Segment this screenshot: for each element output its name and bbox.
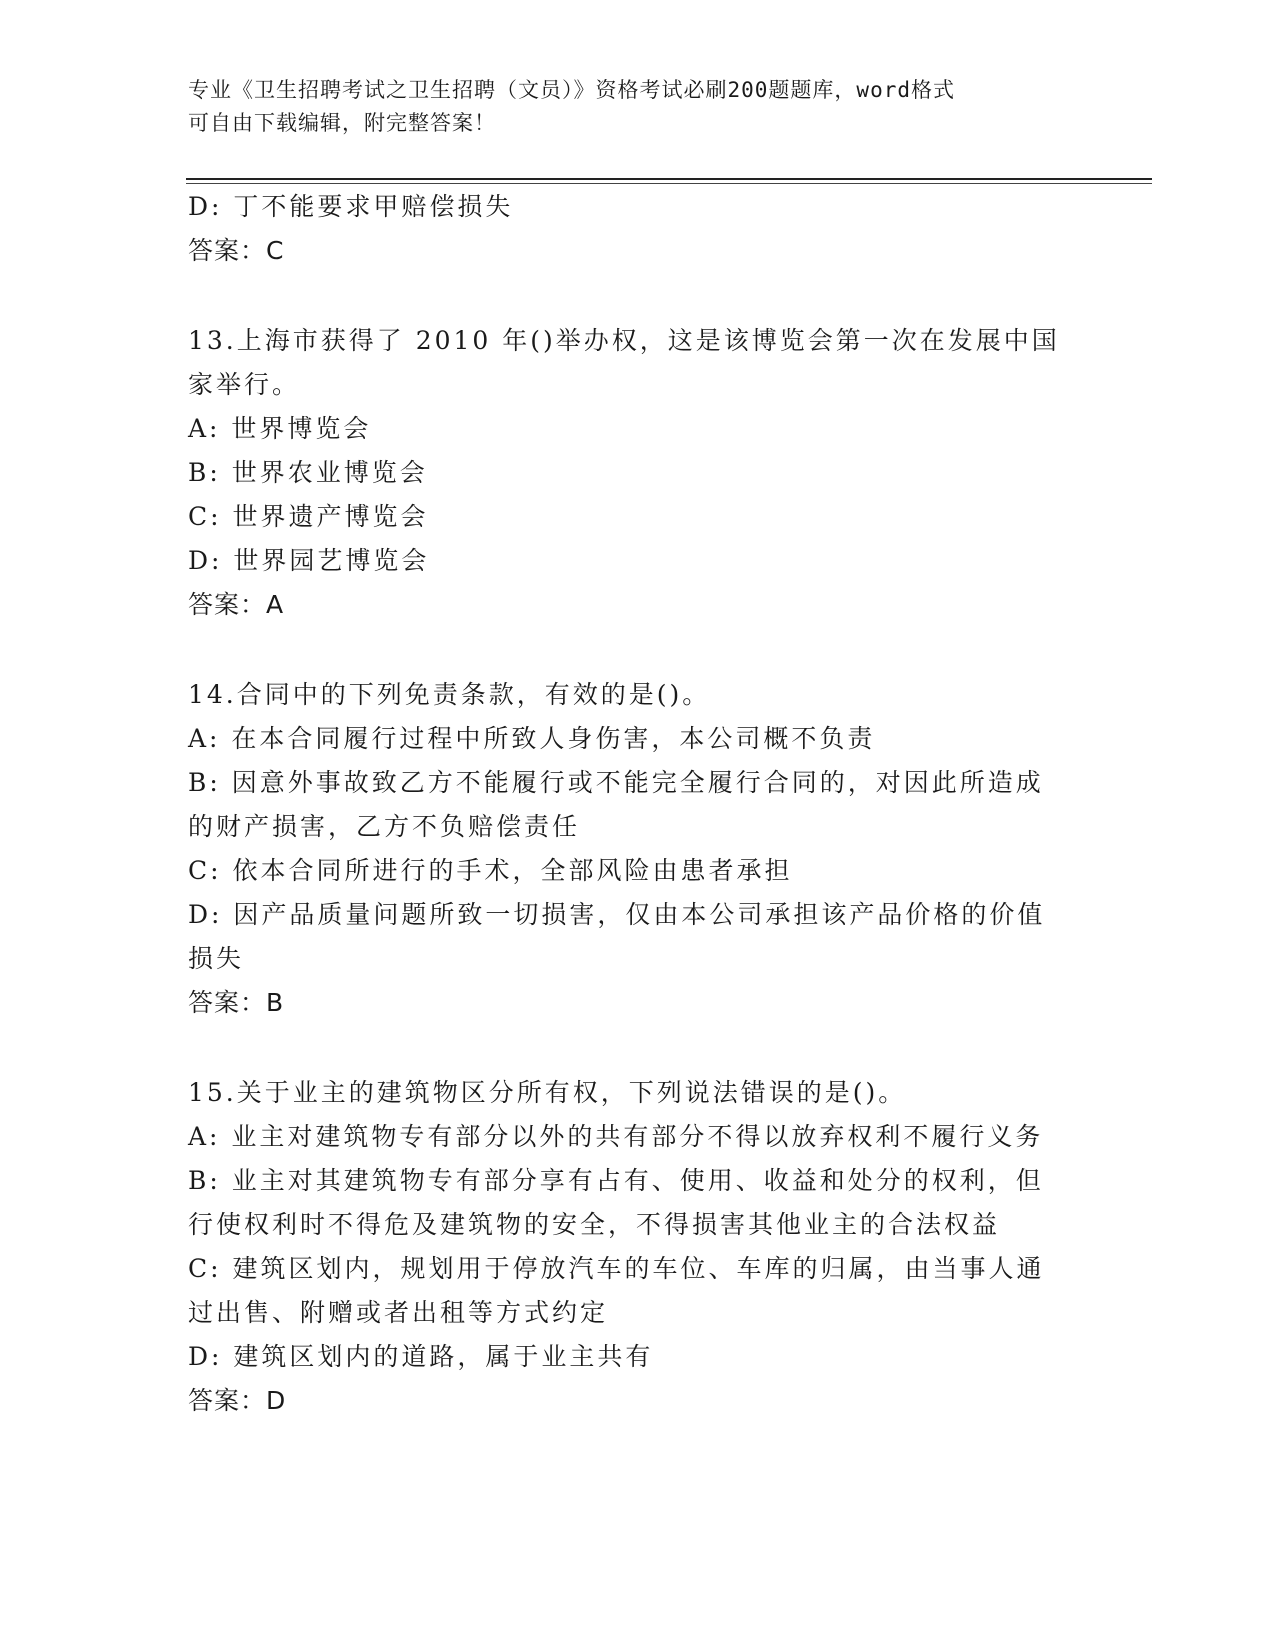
header-rule-thin [186, 183, 1152, 184]
header-line-1: 专业《卫生招聘考试之卫生招聘（文员）》资格考试必刷200题题库，word格式 [188, 78, 955, 102]
q13-option-d: D: 世界园艺博览会 [188, 546, 430, 575]
q13-stem-line-1: 13.上海市获得了 2010 年()举办权，这是该博览会第一次在发展中国 [188, 326, 1060, 355]
q14-option-d-line-1: D: 因产品质量问题所致一切损害，仅由本公司承担该产品价格的价值 [188, 900, 1046, 929]
q15-option-a: A: 业主对建筑物专有部分以外的共有部分不得以放弃权利不履行义务 [188, 1122, 1044, 1151]
q15-option-d: D: 建筑区划内的道路，属于业主共有 [188, 1342, 654, 1371]
header-rule-thick [186, 178, 1152, 180]
q14-option-b-line-1: B: 因意外事故致乙方不能履行或不能完全履行合同的，对因此所造成 [188, 768, 1044, 797]
q15-option-c-line-1: C: 建筑区划内，规划用于停放汽车的车位、车库的归属，由当事人通 [188, 1254, 1045, 1283]
prev-answer: 答案：C [188, 236, 285, 265]
q15-option-b-line-2: 行使权利时不得危及建筑物的安全，不得损害其他业主的合法权益 [188, 1210, 1001, 1239]
q14-option-d-line-2: 损失 [188, 944, 245, 973]
q15-stem: 15.关于业主的建筑物区分所有权，下列说法错误的是()。 [188, 1078, 907, 1107]
prev-option-d: D: 丁不能要求甲赔偿损失 [188, 192, 514, 221]
q13-option-c: C: 世界遗产博览会 [188, 502, 429, 531]
q13-answer: 答案：A [188, 590, 285, 619]
q14-option-b-line-2: 的财产损害，乙方不负赔偿责任 [188, 812, 581, 841]
q14-answer: 答案：B [188, 988, 285, 1017]
q13-option-b: B: 世界农业博览会 [188, 458, 428, 487]
q13-stem-line-2: 家举行。 [188, 370, 301, 399]
q15-option-b-line-1: B: 业主对其建筑物专有部分享有占有、使用、收益和处分的权利，但 [188, 1166, 1044, 1195]
q15-answer: 答案：D [188, 1386, 287, 1415]
q14-option-c: C: 依本合同所进行的手术，全部风险由患者承担 [188, 856, 793, 885]
q14-option-a: A: 在本合同履行过程中所致人身伤害，本公司概不负责 [188, 724, 876, 753]
q13-option-a: A: 世界博览会 [188, 414, 372, 443]
header-line-2: 可自由下载编辑，附完整答案！ [188, 111, 496, 135]
q15-option-c-line-2: 过出售、附赠或者出租等方式约定 [188, 1298, 609, 1327]
document-header [188, 74, 1068, 140]
q14-stem: 14.合同中的下列免责条款，有效的是()。 [188, 680, 711, 709]
